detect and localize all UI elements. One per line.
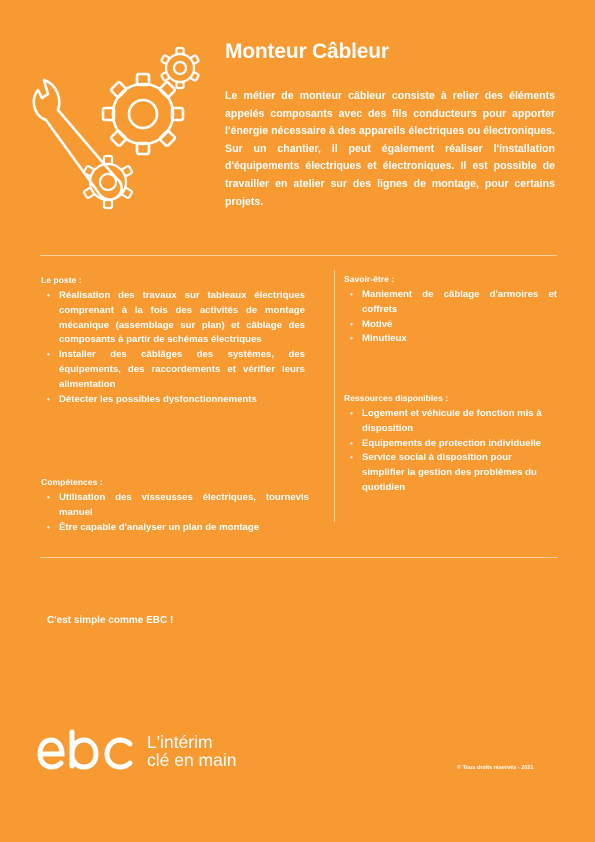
- section-title: Le poste :: [41, 275, 82, 285]
- list-item: • Réalisation des travaux sur tableaux électriques comprenant à la fois des activités de montage mécanique (assemblage sur plan) et câblage des composants à partir de schémas électriques: [41, 289, 305, 348]
- list-item: • Equipements de protection individuelle: [344, 437, 549, 452]
- page-title: Monteur Câbleur: [225, 40, 389, 63]
- list-item: • Utilisation des visseusses électriques, tournevis manuel: [41, 491, 309, 521]
- ebc-logo: [36, 728, 136, 772]
- list-item: • Service social à disposition pour simplifier la gestion des problèmes du quotidien: [344, 451, 549, 495]
- gears-and-wrench-icon: [28, 42, 208, 217]
- section-title: Savoir-être :: [344, 274, 395, 284]
- list-item: • Être capable d'analyser un plan de montage: [41, 521, 309, 536]
- divider-bottom: [40, 557, 557, 558]
- slogan: C'est simple comme EBC !: [47, 615, 174, 626]
- divider-vertical: [334, 270, 335, 522]
- list-item: • Logement et véhicule de fonction mis à disposition: [344, 407, 549, 437]
- list-item: • Motivé: [344, 318, 557, 333]
- list-item: • Installer des câblâges des systèmes, des équipements, des raccordements et vérifier leurs alimentation: [41, 348, 305, 392]
- section-title: Ressources disponibles :: [344, 393, 449, 403]
- section-savoir-etre: [344, 274, 557, 347]
- brand-tagline: [147, 733, 237, 769]
- section-ressources: [344, 393, 549, 496]
- section-poste: [41, 275, 305, 407]
- section-title: Compétences :: [41, 477, 103, 487]
- bullet-list: [344, 407, 549, 496]
- bullet-list: [41, 289, 305, 407]
- copyright-notice: © Tous droits réservés - 2021: [457, 765, 534, 771]
- tagline-line-2: clé en main: [147, 750, 237, 770]
- list-item: • Maniement de câblage d'armoires et coffrets: [344, 288, 557, 318]
- tagline-line-1: L'intérim: [147, 732, 213, 752]
- list-item: • Minutieux: [344, 332, 557, 347]
- section-competences: [41, 477, 309, 535]
- bullet-list: [41, 491, 309, 535]
- intro-paragraph: Le métier de monteur câbleur consiste à relier des éléments appelés composants avec des fils conducteurs pour apporter l'énergie nécessaire à des appareils électriques ou électroniques. Sur un chantier, il peut également réaliser l'installation d'équipements électriques et électroniques. Il est possible de travailler en atelier sur des lignes de montage, pour certains projets.: [225, 90, 555, 208]
- list-item: • Détecter les possibles dysfonctionnements: [41, 393, 305, 408]
- bullet-list: [344, 288, 557, 347]
- divider-top: [40, 255, 557, 256]
